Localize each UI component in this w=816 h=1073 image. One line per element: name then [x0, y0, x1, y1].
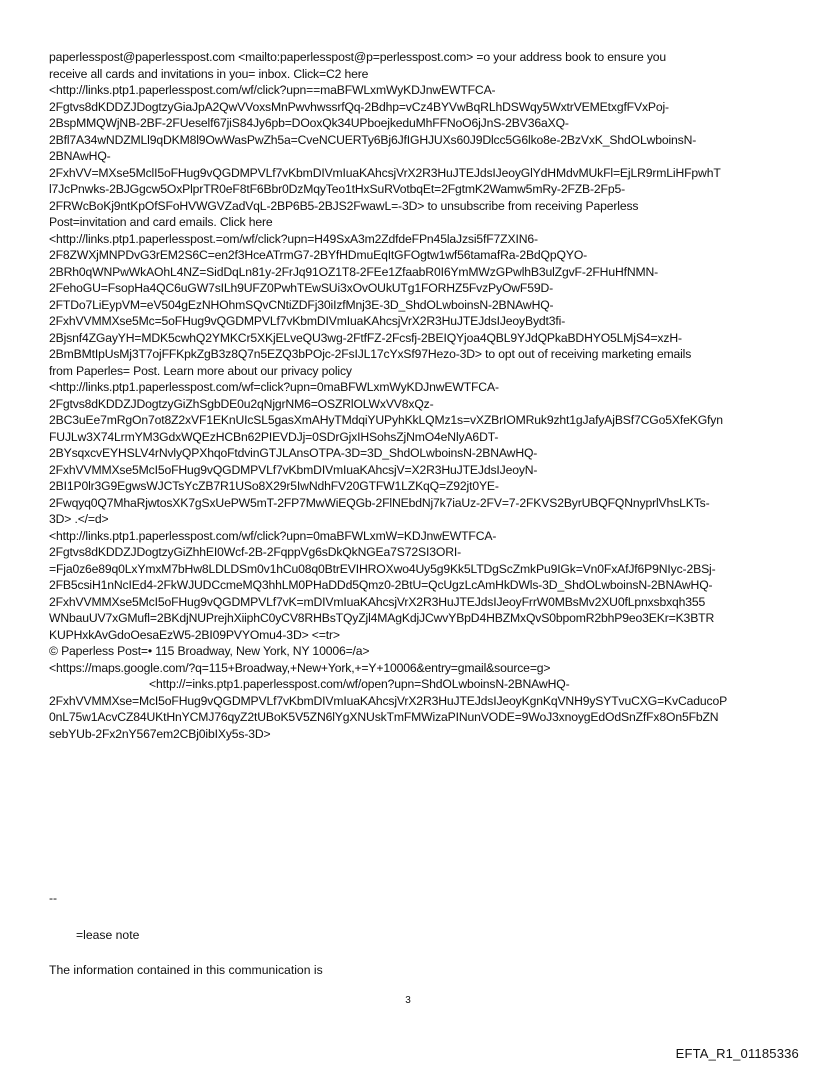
email-line: 2BmBMtIpUsMj3T7ojFFKpkZgB3z8Q7n5EZQ3bPOjc-2FsIJL17cYxSf97Hezo-3D> to opt out of receiving marketing emails	[49, 347, 692, 361]
email-line: from Paperles= Post. Learn more about our privacy policy	[49, 363, 352, 378]
email-line: <http://links.ptp1.paperlesspost.com/wf/click?upn==maBFWLxmWyKDJnwEWTFCA-	[49, 83, 496, 97]
email-line: 2FTDo7LiEypVM=eV504gEzNHOhmSQvCNtiZDFj30iIzfMnj3E-3D_ShdOLwboinsN-2BNAwHQ-	[49, 297, 554, 312]
email-line: 2Bjsnf4ZGayYH=MDK5cwhQ2YMKCr5XKjELveQU3wg-2FtfFZ-2Fcsfj-2BEIQYjoa4QBL9YJdQPkaBDHYO5LMjS4=xzH-	[49, 330, 682, 345]
email-body-text	[49, 49, 779, 742]
email-line: 2FxhVVMMXse=McI5oFHug9vQGDMPVLf7vKbmDIVmIuaKAhcsjVrX2R3HuJTEJdsIJeoyKgnKqVNH9ySYTvuCXG=KvCaducoP	[49, 693, 728, 708]
email-line: 2BYsqxcvEYHSLV4rNvlyQPXhqoFtdvinGTJLAnsOTPA-3D=3D_ShdOLwboinsN-2BNAwHQ-	[49, 446, 538, 460]
email-line: l7JcPnwks-2BJGgcw5OxPlprTR0eF8tF6Bbr0DzMqyTeo1tHxSuRVotbqEt=2FgtmK2Wamw5mRy-2FZB-2Fp5-	[49, 182, 626, 196]
email-line: 2BI1P0lr3G9EgwsWJCTsYcZB7R1USo8X29r5IwNdhFV20GTFW1LZKqQ=Z92jt0YE-	[49, 479, 499, 493]
email-line: KUPHxkAvGdoOesaEzW5-2BI09PVYOmu4-3D> <=tr>	[49, 627, 340, 642]
email-line: 2FxhVV=MXse5MclI5oFHug9vQGDMPVLf7vKbmDIVmIuaKAhcsjVrX2R3HuJTEJdsIJeoyGlYdHMdvMUkFl=EjLR9rmLiHFpwhT	[49, 165, 721, 180]
email-line: 2Fgtvs8dKDDZJDogtzyGiZhhEI0Wcf-2B-2FqppVg6sDkQkNGEa7S72SI3ORI-	[49, 545, 461, 559]
email-line: FUJLw3X74LrmYM3GdxWQEzHCBn62PIEVDJj=0SDrGjxIHSohsZjNmO4eNlyA6DT-	[49, 429, 499, 444]
email-line: 2FRWcBoKj9ntKpOfSFoHVWGVZadVqL-2BP6B5-2BJS2FwawL=-3D> to unsubscribe from receiving Paperless	[49, 198, 639, 213]
email-line: 2FxhVVMMXse5Mc=5oFHug9vQGDMPVLf7vKbmDIVmIuaKAhcsjVrX2R3HuJTEJdsIJeoyBydt3fi-	[49, 314, 566, 328]
email-line: paperlesspost@paperlesspost.com <mailto:paperlesspost@p=perlesspost.com> =o your address book to ensure you	[49, 50, 667, 64]
email-line: 2BNAwHQ-	[49, 149, 111, 163]
email-line: sebYUb-2Fx2nY567em2CBj0ibIXy5s-3D>	[49, 726, 271, 741]
email-line: 2BRh0qWNPwWkAOhL4NZ=SidDqLn81y-2FrJq91OZ1T8-2FEe1ZfaabR0I6YmMWzGPwlhB3ulZgvF-2FHuHfNMN-	[49, 264, 659, 279]
email-line: 2Fgtvs8dKDDZJDogtzyGiaJpA2QwVVoxsMnPwvhwssrfQq-2Bdhp=vCz4BYVwBqRLhDSWqy5WxtrVEMEtxgfFVxPoj-	[49, 99, 669, 114]
email-line: <https://maps.google.com/?q=115+Broadway,+New+York,+=Y+10006&entry=gmail&source=g>	[49, 660, 551, 675]
email-line: 2Bfl7A34wNDZMLl9qDKM8l9OwWasPwZh5a=CveNCUERTy6Bj6JfIGHJUXs60J9Dlcc5G6lko8e-2BzVxK_ShdOLwboinsN-	[49, 132, 697, 147]
info-text: The information contained in this communication is	[49, 963, 323, 977]
email-line: Post=invitation and card emails. Click here	[49, 215, 273, 229]
signature-separator: --	[49, 891, 58, 905]
note-text: =lease note	[76, 928, 140, 942]
email-line: 0nL75w1AcvCZ84UKtHnYCMJ76qyZ2tUBoK5V5ZN6lYgXNUskTmFMWizaPINunVODE=9WoJ3xnoygEdOdSnZfFx8On5FbZN	[49, 710, 719, 724]
email-line: WNbauUV7xGMufl=2BKdjNUPrejhXiiphC0yCV8RHBsTQyZjl4MAgKdjJCwvYBpD4HBZMxQvS0bpomR2bhP9eo3EKr=K3BTR	[49, 611, 715, 625]
bates-number: EFTA_R1_01185336	[675, 1046, 799, 1061]
email-line: <http://links.ptp1.paperlesspost.com/wf=click?upn=0maBFWLxmWyKDJnwEWTFCA-	[49, 380, 499, 394]
email-line: © Paperless Post=• 115 Broadway, New York, NY 10006=/a>	[49, 644, 370, 658]
email-line: 2FB5csiH1nNcIEd4-2FkWJUDCcmeMQ3hhLM0PHaDDd5Qmz0-2BtU=QcUgzLcAmHkDWls-3D_ShdOLwboinsN-2BNAwHQ-	[49, 578, 713, 592]
email-line: 2Fwqyq0Q7MhaRjwtosXK7gSxUePW5mT-2FP7MwWiEQGb-2FlNEbdNj7k7iaUz-2FV=7-2FKVS2ByrUBQFQNnyprlVhsLKTs-	[49, 495, 710, 510]
email-line: receive all cards and invitations in you= inbox. Click=C2 here	[49, 66, 369, 81]
page-number: 3	[405, 995, 411, 1006]
email-line: 2BspMMQWjNB-2BF-2FUeself67jiS84Jy6pb=DOoxQk34UPboejkeduMhFFNoO6jJnS-2BV36aXQ-	[49, 116, 569, 130]
email-line: 2F8ZWXjMNPDvG3rEM2S6C=en2f3HceATrmG7-2BYfHDmuEqItGFOgtw1wf56tamafRa-2BdQpQYO-	[49, 248, 588, 262]
email-line: =Fja0z6e89q0LxYmxM7bHw8LDLDSm0v1hCu08q0BtrEVIHROXwo4Uy5g9Kk5LTDgScZmkPu9IGk=Vn0FxAfJf6P9NIyc-2BSj-	[49, 561, 716, 576]
email-line: 2FxhVVMMXse5McI5oFHug9vQGDMPVLf7vKbmDIVmIuaKAhcsjV=X2R3HuJTEJdsIJeoyN-	[49, 462, 538, 477]
email-line: 2BC3uEe7mRgOn7ot8Z2xVF1EKnUIcSL5gasXmAHyTMdqiYUPyhKkLQMz1s=vXZBrIOMRuk9zht1gJafyAjBSf7CGo5XfeKGfyn	[49, 413, 723, 427]
email-line: 2FxhVVMMXse5McI5oFHug9vQGDMPVLf7vK=mDIVmIuaKAhcsjVrX2R3HuJTEJdsIJeoyFrrW0MBsMv2XU0fLpnxsbxqh355	[49, 594, 706, 609]
email-line: 2Fgtvs8dKDDZJDogtzyGiZhSgbDE0u2qNjgrNM6=OSZRlOLWxVV8xQz-	[49, 396, 434, 411]
email-line: 3D> .</=d>	[49, 512, 109, 526]
tracking-pixel-link-line: <http://=inks.ptp1.paperlesspost.com/wf/open?upn=ShdOLwboinsN-2BNAwHQ-	[149, 677, 570, 691]
email-line: 2FehoGU=FsopHa4QC6uGW7sILh9UFZ0PwhTEwSUi3xOvOUkUTg1FORHZ5FvzPyOwF59D-	[49, 281, 554, 295]
email-line: <http://links.ptp1.paperlesspost.=om/wf/click?upn=H49SxA3m2ZdfdeFPn45laJzsi5fF7ZXIN6-	[49, 231, 538, 246]
email-line: <http://links.ptp1.paperlesspost.com/wf/click?upn=0maBFWLxmW=KDJnwEWTFCA-	[49, 528, 497, 543]
